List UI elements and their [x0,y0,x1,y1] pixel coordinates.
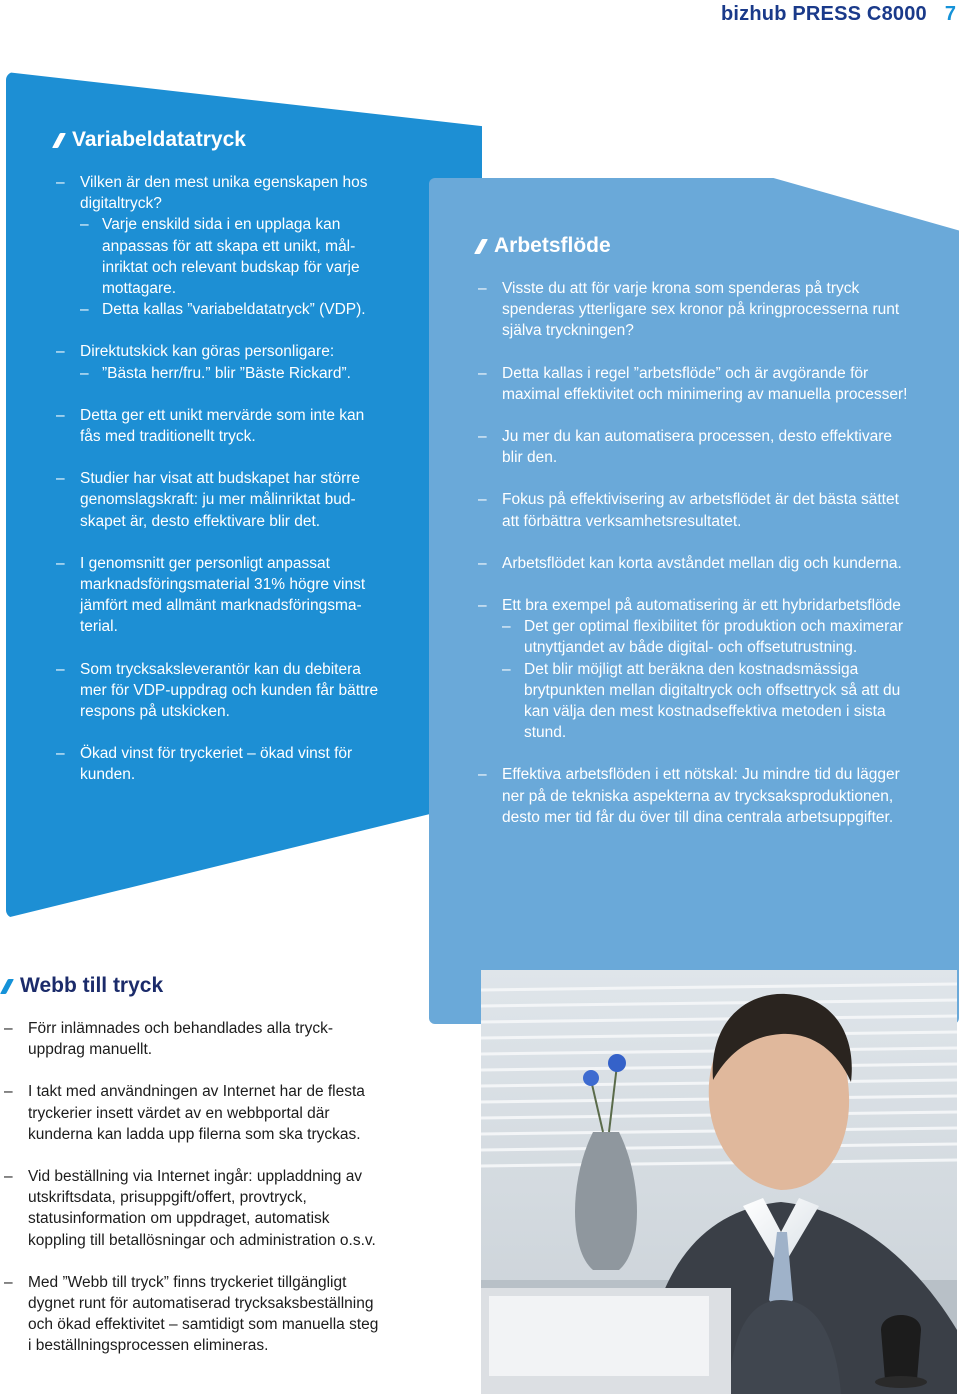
arbetsflode-section [478,234,908,849]
arbetsflode-title: Arbetsflöde [494,234,611,257]
sub-list [80,363,386,384]
sub-list-item: – ”Bästa herr/fru.” blir ”Bäste Rickard”. [80,363,386,384]
sub-list-item: – Detta kallas ”variabeldatatryck” (VDP). [80,299,386,320]
vdp-section [56,128,386,807]
list-item [56,405,386,447]
webb-title: Webb till tryck [20,974,164,997]
list-item-text: Ökad vinst för tryckeriet – ökad vinst för kunden. [80,745,353,784]
list-item [56,743,386,785]
list-item [4,1018,384,1060]
page-header [721,0,960,28]
list-item-text: Med ”Webb till tryck” finns tryckeriet tillgängligt dygnet runt för automatiserad trycksaksbeställning och ökad effektivitet – samtidigt som manuella steg i beställningsprocessen elimineras. [28,1273,379,1355]
list-item-text: Arbetsflödet kan korta avståndet mellan dig och kunderna. [502,554,902,572]
webb-section [4,974,384,1378]
vdp-heading [56,128,386,152]
list-item-text: Vid beställning via Internet ingår: uppladdning av utskriftsdata, prisuppgift/offert, provtryck, statusinformation om uppdraget, automatisk koppling till betallösningar och administration o.s.v. [28,1168,376,1249]
list-item [478,278,908,342]
list-item-text: Detta ger ett unikt mervärde som inte kan fås med traditionellt tryck. [80,406,365,446]
list-item-text: Detta kallas i regel ”arbetsflöde” och är avgörande för maximal effektivitet och minimering av manuella processer! [502,364,908,403]
vdp-list [56,172,386,786]
sub-list [80,214,386,320]
sub-list-item: – Det ger optimal flexibilitet för produktion och maximerar utnyttjandet av både digital- och offsetutrustning. [502,616,908,658]
list-item-text: Effektiva arbetsflöden i ett nötskal: Ju mindre tid du lägger ner på de tekniska aspekterna av trycksaksproduktionen, desto mer tid får du över till dina centrala arbetsuppgifter. [502,766,900,826]
sub-list [502,616,908,743]
list-item [478,595,908,743]
list-item-text: Som trycksaksleverantör kan du debitera mer för VDP-uppdrag och kunden får bättre respons på utskicken. [80,660,379,721]
list-item-text: Vilken är den mest unika egenskapen hos digitaltryck? [80,174,368,213]
list-item-text: Ett bra exempel på automatisering är ett hybridarbetsflöde [502,597,901,615]
vdp-title: Variabeldatatryck [72,128,246,151]
photo-illustration [481,970,957,1394]
list-item-text: Visste du att för varje krona som spenderas på tryck spenderas ytterligare sex kronor på kringprocesserna runt själva tryckningen? [502,280,900,340]
list-item-text: I genomsnitt ger personligt anpassat marknadsföringsmaterial 31% högre vinst jämfört med allmänt marknadsföringsmaterial. [80,554,366,636]
list-item [4,1272,384,1357]
product-name: bizhub PRESS C8000 [720,2,927,25]
arbetsflode-list [478,278,908,828]
list-item [478,764,908,828]
list-item [56,172,386,320]
list-item [56,659,386,723]
list-item-text: Direktutskick kan göras personligare: [80,343,335,361]
list-item [4,1166,384,1251]
list-item-text: Förr inlämnades och behandlades alla tryckuppdrag manuellt. [28,1020,333,1059]
webb-heading [4,974,384,998]
list-item [478,426,908,468]
list-item-text: Ju mer du kan automatisera processen, desto effektivare blir den. [502,428,893,467]
webb-list [4,1018,384,1357]
list-item-text: I takt med användningen av Internet har de flesta tryckerier insett värdet av en webbportal där kunderna kan ladda upp filerna som ska tryckas. [28,1083,365,1143]
arbetsflode-heading [478,234,908,258]
list-item [478,553,908,574]
list-item-text: Studier har visat att budskapet har större genomslagskraft: ju mer målinriktat budskapet är, desto effektivare blir det. [80,470,361,530]
list-item [478,489,908,531]
slash-marker-icon [0,979,14,994]
list-item [56,341,386,383]
list-item [56,553,386,638]
sub-list-item: – Det blir möjligt att beräkna den kostnadsmässiga brytpunkten mellan digitaltryck och offsettryck så att du kan välja den mest kostnadseffektiva metoden i sista stund. [502,659,908,744]
sub-list-item: – Varje enskild sida i en upplaga kan anpassas för att skapa ett unikt, målinriktat och relevant budskap för varje mottagare. [80,214,386,299]
list-item [4,1081,384,1145]
list-item-text: Fokus på effektivisering av arbetsflödet är det bästa sättet att förbättra verksamhetsresultatet. [502,491,899,530]
list-item [56,468,386,532]
list-item [478,363,908,405]
businessman-photo [481,970,957,1394]
page-number: 7 [944,2,956,25]
